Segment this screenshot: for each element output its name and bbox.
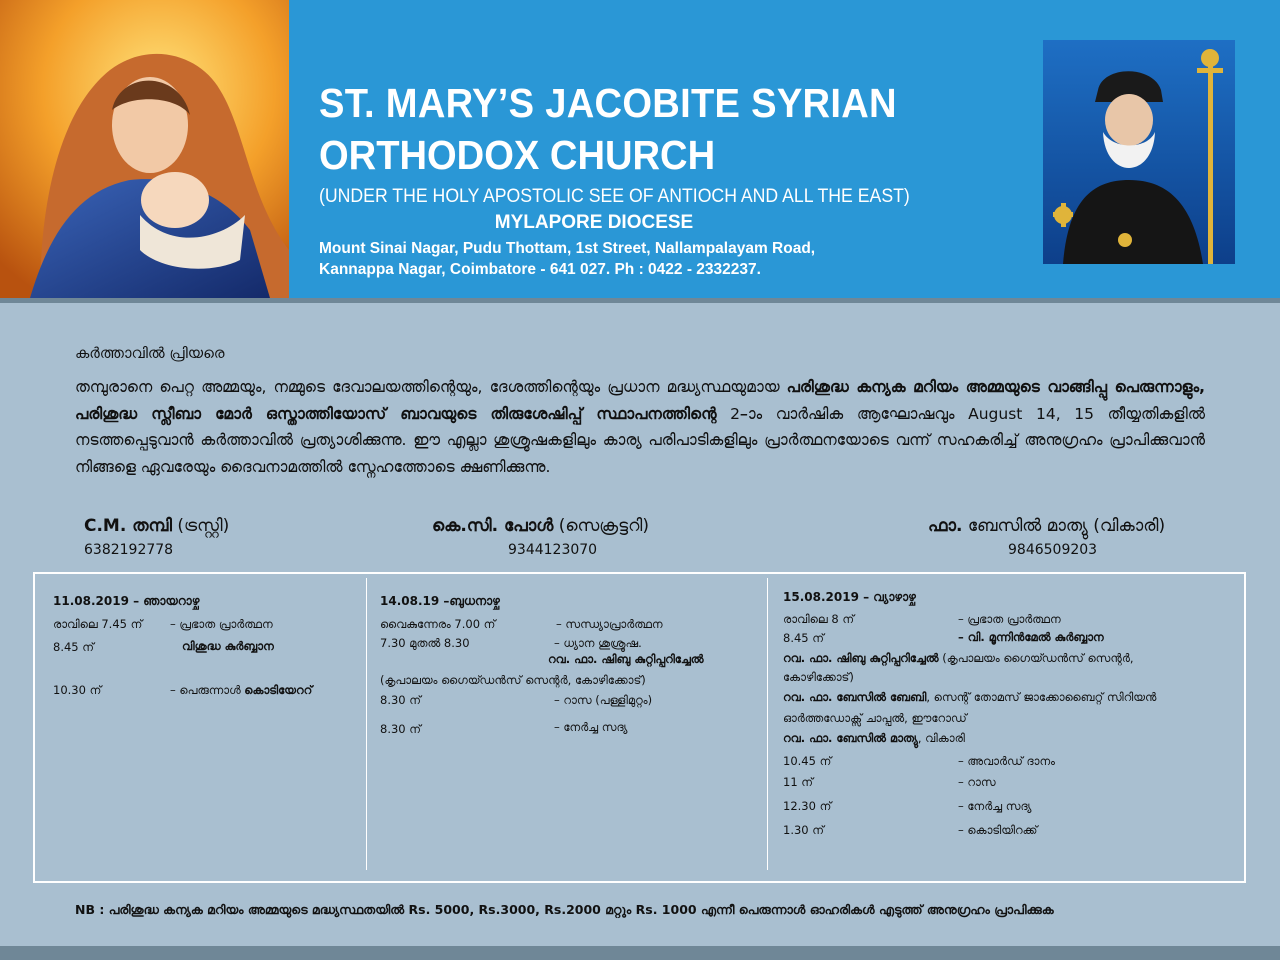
letter-body-part2: 2–ാം വാർഷിക ആഘോഷവും August 14, 15 തീയ്യതികളിൽ നടത്തപ്പെടുവാൻ കർത്താവിൽ പ്രത്യാശിക്കുന്നു. ഈ എല്ലാ ശുശ്രൂഷകളിലും കാര്യ പരിപാടികളിലും പ്രാർത്ഥനയോടെ വന്ന് സഹകരിച്ച് അനുഗ്രഹം പ്രാപിക്കുവാൻ നിങ്ങളെ ഏവരേയും ദൈവനാമത്തിൽ സ്നേഹത്തോടെ ക്ഷണിക്കുന്നു.: [75, 404, 1205, 476]
day3-speaker-note: കോഴിക്കോട്): [783, 670, 854, 684]
nb-note: NB : പരിശുദ്ധ കന്യക മറിയം അമ്മയുടെ മദ്ധ്യസ്ഥതയിൽ Rs. 5000, Rs.3000, Rs.2000 മറ്റും Rs. 1000 എന്നീ പെരുന്നാൾ ഓഹരികൾ എടുത്ത് അനുഗ്രഹം പ്രാപിക്കുക: [75, 902, 1054, 917]
day3-event-time: 1.30 ന്: [783, 823, 824, 837]
day1-event-item: – പ്രഭാത പ്രാർത്ഥന: [170, 617, 273, 631]
vicar-phone: 9846509203: [1008, 542, 1098, 558]
letter-body-part1: തമ്പുരാനെ പെറ്റ അമ്മയും, നമ്മുടെ ദേവാലയത്തിന്റെയും, ദേശത്തിന്റെയും പ്രധാന മദ്ധ്യസ്ഥയുമായ: [75, 378, 787, 396]
day3-event-item: – റാസ: [958, 775, 996, 789]
church-name-line1: ST. MARY’S JACOBITE SYRIAN: [319, 80, 897, 126]
day1-event-time: 8.45 ന്: [53, 640, 94, 654]
column-divider: [366, 578, 367, 870]
day2-speaker-note: (കൃപാലയം ഗൈയ്ഡൻസ് സെന്റർ, കോഴിക്കോട്): [380, 673, 646, 687]
day1-event-item: – പെരുന്നാൾ കൊടിയേററ്: [170, 683, 313, 697]
day3-event-time: രാവിലെ 8 ന്: [783, 612, 855, 626]
signatory-trustee: C.M. തമ്പി (ട്രസ്റ്റി): [84, 516, 230, 536]
day2-event-item: – ധ്യാന ശുശ്രൂഷ.: [554, 636, 642, 650]
day3-speaker: റവ. ഫാ. ബേസിൽ മാത്യു, വികാരി: [783, 731, 965, 745]
madonna-painting: [0, 0, 289, 298]
day3-event-time: 10.45 ന്: [783, 754, 832, 768]
trustee-phone: 6382192778: [84, 542, 174, 558]
address-line2: Kannappa Nagar, Coimbatore - 641 027. Ph : 0422 - 2332237.: [319, 261, 761, 278]
day3-event-time: 12.30 ന്: [783, 799, 832, 813]
day3-speaker-note: ഓർത്തഡോക്സ് ചാപ്പൽ, ഈറോഡ്: [783, 711, 967, 725]
day3-event-item: – അവാർഡ് ദാനം: [958, 754, 1055, 768]
day2-event-time: 8.30 ന്: [380, 722, 421, 736]
day2-event-time: വൈകുന്നേരം 7.00 ന്: [380, 617, 496, 631]
letter-body: [75, 374, 1205, 480]
day1-event-item: വിശുദ്ധ കുർബ്ബാന: [182, 639, 274, 653]
letter-body-bold: പരിശുദ്ധ കന്യക മറിയം അമ്മയുടെ വാങ്ങിപ്പു പെരുന്നാളും, പരിശുദ്ധ സ്ലീബാ മോർ ഒസ്താത്തിയോസ് ബാവയുടെ തിരുശേഷിപ്പ് സ്ഥാപനത്തിന്റെ: [75, 378, 1205, 423]
church-subtitle: (UNDER THE HOLY APOSTOLIC SEE OF ANTIOCH AND ALL THE EAST): [319, 186, 910, 207]
day3-speaker: റവ. ഫാ. ബേസിൽ ബേബി, സെന്റ് തോമസ് ജാക്കോബൈറ്റ് സിറിയൻ: [783, 690, 1157, 704]
footer-bar: [0, 946, 1280, 960]
diocese-name: MYLAPORE DIOCESE: [494, 212, 694, 233]
day1-title: 11.08.2019 – ഞായറാഴ്ച: [53, 594, 200, 608]
day2-event-time: 7.30 മുതൽ 8.30: [380, 636, 470, 650]
day3-event-item: – വി. മൂന്നിൻമേൽ കുർബ്ബാന: [958, 630, 1104, 644]
day3-title: 15.08.2019 – വ്യാഴാഴ്ച: [783, 590, 916, 604]
header-divider: [0, 298, 1280, 303]
day2-speaker: റവ. ഫാ. ഷിബു കുറ്റിപ്പറിച്ചേൽ: [548, 652, 704, 666]
day2-event-time: 8.30 ന്: [380, 693, 421, 707]
greeting: കർത്താവിൽ പ്രിയരെ: [75, 344, 225, 362]
day3-event-item: – കൊടിയിറക്ക്: [958, 823, 1038, 837]
day2-event-item: – റാസ (പള്ളിമുറ്റം): [554, 693, 653, 707]
day3-event-time: 8.45 ന്: [783, 631, 824, 645]
day1-event-time: രാവിലെ 7.45 ന്: [53, 617, 143, 631]
day1-event-time: 10.30 ന്: [53, 683, 102, 697]
day2-event-item: – സന്ധ്യാപ്രാർത്ഥന: [556, 617, 663, 631]
day2-event-item: – നേർച്ച സദ്യ: [554, 720, 628, 734]
day3-event-item: – നേർച്ച സദ്യ: [958, 799, 1032, 813]
signatory-secretary: കെ.സി. പോൾ (സെക്രട്ടറി): [432, 516, 649, 536]
day3-event-time: 11 ന്: [783, 775, 813, 789]
day3-event-item: – പ്രഭാത പ്രാർത്ഥന: [958, 612, 1061, 626]
secretary-phone: 9344123070: [508, 542, 598, 558]
church-name-line2: ORTHODOX CHURCH: [319, 132, 716, 178]
address-line1: Mount Sinai Nagar, Pudu Thottam, 1st Street, Nallampalayam Road,: [319, 240, 816, 257]
day3-speaker: റവ. ഫാ. ഷിബു കുറ്റിപ്പറിച്ചേൽ (കൃപാലയം ഗൈയ്ഡൻസ് സെന്റർ,: [783, 651, 1134, 665]
column-divider: [767, 578, 768, 870]
signatory-vicar: ഫാ. ബേസിൽ മാത്യു (വികാരി): [928, 516, 1166, 536]
day2-title: 14.08.19 –ബുധനാഴ്ച: [380, 594, 500, 608]
